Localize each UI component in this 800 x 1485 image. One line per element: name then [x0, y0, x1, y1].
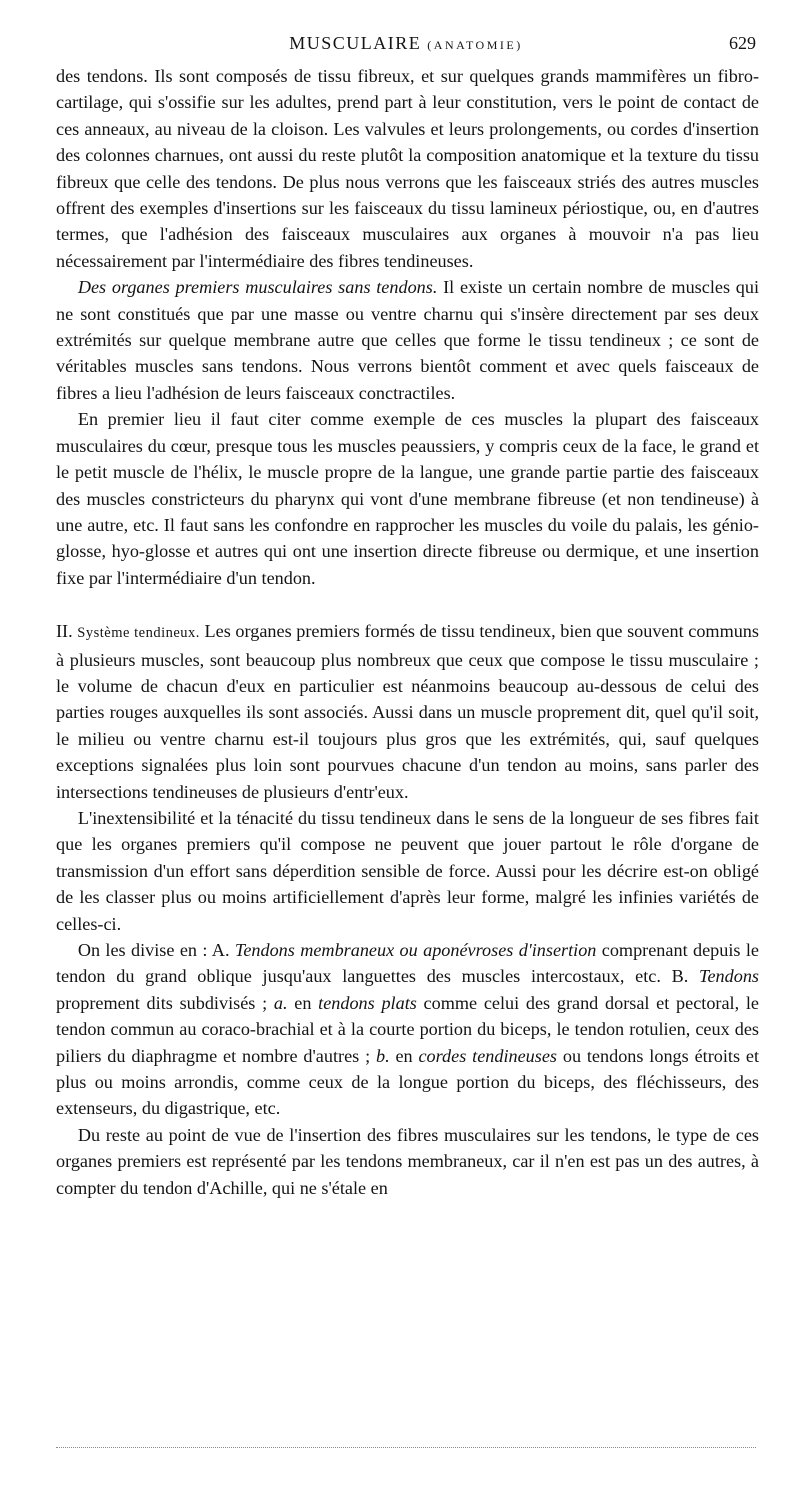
- p6-italic-a: a.: [273, 992, 288, 1013]
- p6-italic-tendons: Tendons: [699, 966, 759, 987]
- section-text: Les organes premiers formés de tissu tendineux, bien que souvent communs à plusieurs muscles, sont beaucoup plus nombreux que ceux que compose le tissu musculaire ; le volume de chacun d'eux en particulier est néanmoins beaucoup au-dessous de celui des parties rouges auxquelles ils sont associés. Aussi dans un muscle proprement dit, quel qu'il soit, le milieu ou ventre charnu est-il toujours plus gros que les extrémités, qui, sauf quelques exceptions signalées plus loin sont pourvues chacune d'un tendon au moins, sans parler des intersections tendineuses de plusieurs d'entr'eux.: [56, 621, 759, 802]
- paragraph-7: Du reste au point de vue de l'insertion des fibres musculaires sur les tendons, le type de ces organes premiers est représenté par les tendons membraneux, car il n'en est pas un des autres, à compter du tendon d'Achille, qui ne s'étale en: [56, 1124, 759, 1198]
- p6-text-m: ou tendons longs étroits et plus ou moins arrondis, comme ceux de la longue portion du biceps, des fléchisseurs, des extenseurs, du digastrique, etc.: [56, 1045, 760, 1119]
- p6-text-g: en: [287, 992, 319, 1013]
- page-number: 629: [729, 33, 756, 53]
- p6-text-e: proprement dits subdivisés ;: [56, 992, 274, 1013]
- running-header: [56, 30, 756, 56]
- paragraph-3: En premier lieu il faut citer comme exemple de ces muscles la plupart des faisceaux musculaires du cœur, presque tous les muscles peaussiers, y compris ceux de la face, le grand et le petit muscle de l'hélix, le muscle propre de la langue, une grande partie partie des faisceaux des muscles constricteurs du pharynx qui vont d'une membrane fibreuse (et non tendineuse) à une autre, etc. Il faut sans les confondre en rapprocher les muscles du voile du palais, les génio-glosse, hyo-glosse et autres qui ont une insertion directe fibreuse ou dermique, et une insertion fixe par l'intermédiaire d'un tendon.: [56, 409, 759, 588]
- paragraph-1: des tendons. Ils sont composés de tissu fibreux, et sur quelques grands mammifères un fibro-cartilage, qui s'ossifie sur les adultes, prend part à leur constitution, vers le point de contact de ces anneaux, au niveau de la cloison. Les valvules et leurs prolongements, ou cordes d'insertion des colonnes charnues, ont aussi du reste plutôt la composition anatomique et la texture du tissu fibreux que celle des tendons. De plus nous verrons que les faisceaux striés des autres muscles offrent des exemples d'insertions sur les faisceaux du tissu lamineux périostique, ou, en d'autres termes, que l'adhésion des faisceaux musculaires aux organes à mouvoir n'a pas lieu nécessairement par l'intermédiaire des fibres tendineuses.: [56, 66, 759, 271]
- p6-text-c: comprenant depuis le tendon du grand oblique jusqu'aux languettes des muscles intercostaux, etc. B.: [56, 940, 759, 987]
- p6-text-i: comme celui des grand dorsal et pectoral, le tendon commun au coraco-brachial et à la courte portion du biceps, le tendon rotulien, ceux des piliers du diaphragme et nombre d'autres ;: [56, 992, 759, 1066]
- paragraph-2: [56, 274, 759, 406]
- p6-italic-b: b.: [375, 1045, 390, 1066]
- section-heading: Système tendineux.: [77, 625, 200, 642]
- p6-italic-membraneux: Tendons membraneux ou aponévroses d'insertion: [234, 940, 597, 960]
- section-numeral: II.: [56, 621, 78, 642]
- paragraph-5: L'inextensibilité et la ténacité du tissu tendineux dans le sens de la longueur de ses fibres fait que les organes premiers qu'il compose ne peuvent que jouer partout le rôle d'organe de transmission d'un effort sans déperdition sensible de force. Aussi pour les décrire est-on obligé de les classer plus ou moins artificiellement d'après leur forme, malgré les infinies variétés de celles-ci.: [56, 807, 759, 934]
- paragraph-6: [56, 937, 759, 1122]
- running-title: [56, 30, 756, 58]
- header-title: MUSCULAIRE: [289, 33, 422, 53]
- p6-text-k: en: [389, 1045, 419, 1066]
- header-subtitle: (ANATOMIE): [427, 38, 523, 52]
- footer-dotted-rule: [56, 1447, 756, 1448]
- p6-text-a: On les divise en : A.: [77, 940, 235, 960]
- paragraph-2-text: Il existe un certain nombre de muscles qui ne sont constitués que par une masse ou ventre charnu qui s'insère directement par ses deux extrémités sur quelque membrane autre que celles que forme le tissu tendineux ; ce sont de véritables muscles sans tendons. Nous verrons bientôt comment et avec quels faisceaux de fibres a lieu l'adhésion de leurs faisceaux conctractiles.: [56, 277, 759, 403]
- body-text: [56, 63, 759, 1201]
- section-paragraph: [56, 618, 759, 805]
- paragraph-2-heading: Des organes premiers musculaires sans tendons.: [77, 277, 438, 298]
- p6-italic-tendons-plats: tendons plats: [318, 992, 417, 1013]
- p6-italic-cordes: cordes tendineuses: [418, 1045, 557, 1066]
